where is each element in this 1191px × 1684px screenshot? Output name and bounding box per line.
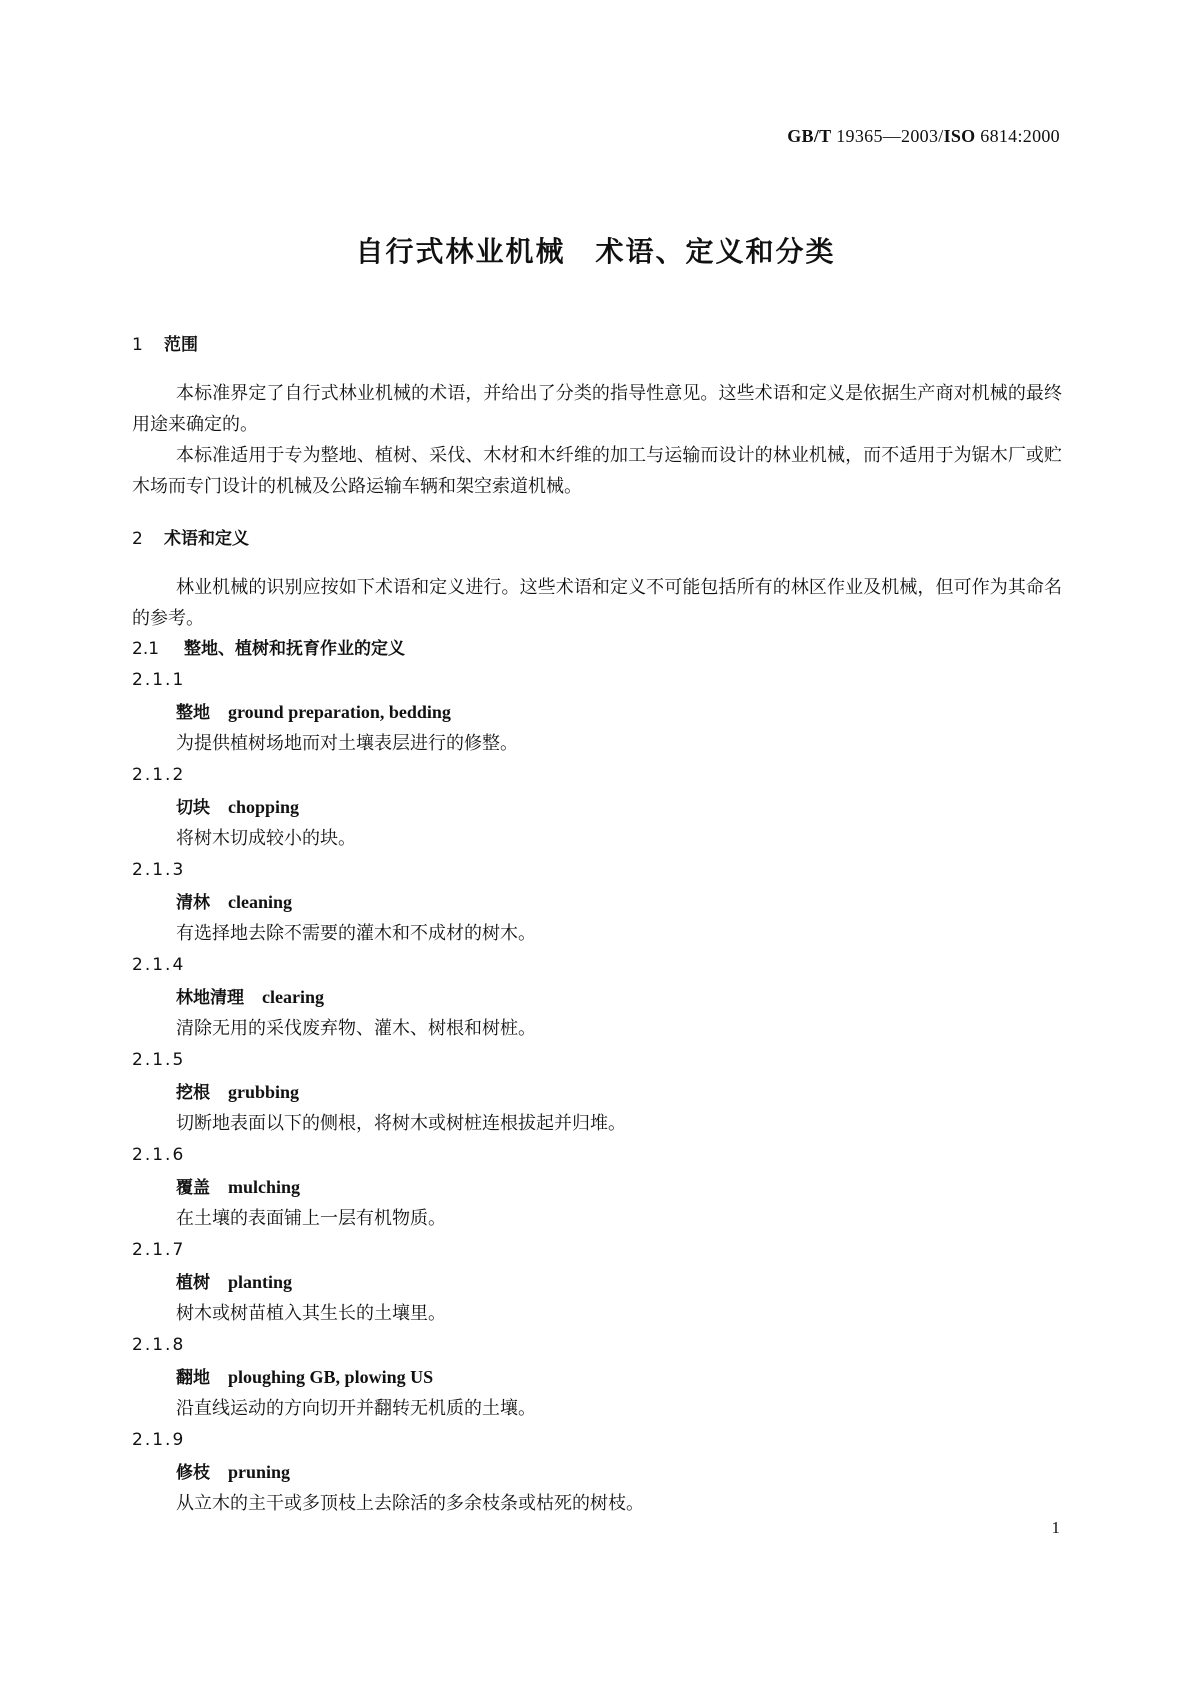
term-english: planting xyxy=(228,1272,293,1292)
term-definition: 树木或树苗植入其生长的土壤里。 xyxy=(176,1303,446,1324)
standard-code: GB/T 19365—2003/ISO 6814:2000 xyxy=(787,126,1060,146)
term-entry xyxy=(132,1139,1062,1234)
term-definition: 清除无用的采伐废弃物、灌木、树根和树桩。 xyxy=(176,1018,536,1039)
term-number: 2.1.9 xyxy=(132,1430,186,1450)
section-title: 术语和定义 xyxy=(164,529,249,549)
term-entry xyxy=(132,1044,1062,1139)
term-name xyxy=(132,696,1062,728)
term-chinese: 植树 xyxy=(176,1273,210,1293)
term-english: ground preparation, bedding xyxy=(228,702,451,722)
term-name xyxy=(132,791,1062,823)
page-number: 1 xyxy=(1051,1518,1060,1537)
term-definition: 切断地表面以下的侧根，将树木或树桩连根拔起并归堆。 xyxy=(176,1113,626,1134)
section-number: 1 xyxy=(132,335,143,355)
term-name xyxy=(132,1076,1062,1108)
term-number: 2.1.2 xyxy=(132,765,186,785)
term-entry xyxy=(132,949,1062,1044)
term-definition: 有选择地去除不需要的灌木和不成材的树木。 xyxy=(176,923,536,944)
term-name xyxy=(132,1171,1062,1203)
term-chinese: 翻地 xyxy=(176,1368,210,1388)
terms-intro-paragraph: 林业机械的识别应按如下术语和定义进行。这些术语和定义不可能包括所有的林区作业及机械，但可作为其命名的参考。 xyxy=(132,577,1062,629)
document-title: 自行式林业机械 术语、定义和分类 xyxy=(355,235,836,268)
term-name xyxy=(132,886,1062,918)
term-english: clearing xyxy=(262,987,324,1007)
term-english: ploughing GB, plowing US xyxy=(228,1367,434,1387)
term-english: mulching xyxy=(228,1177,301,1197)
section-1-heading xyxy=(132,330,1062,360)
term-chinese: 挖根 xyxy=(176,1083,210,1103)
term-definition: 将树木切成较小的块。 xyxy=(176,828,356,849)
term-chinese: 修枝 xyxy=(176,1463,210,1483)
section-2-1-heading xyxy=(132,634,1062,664)
term-chinese: 整地 xyxy=(176,703,210,723)
term-chinese: 切块 xyxy=(176,798,210,818)
section-title: 整地、植树和抚育作业的定义 xyxy=(184,639,405,659)
term-definition: 沿直线运动的方向切开并翻转无机质的土壤。 xyxy=(176,1398,536,1419)
scope-paragraph-2: 本标准适用于专为整地、植树、采伐、木材和木纤维的加工与运输而设计的林业机械，而不适用于为锯木厂或贮木场而专门设计的机械及公路运输车辆和架空索道机械。 xyxy=(132,445,1062,497)
term-chinese: 林地清理 xyxy=(176,988,244,1008)
section-2-heading xyxy=(132,524,1062,554)
term-number: 2.1.6 xyxy=(132,1145,186,1165)
term-english: pruning xyxy=(228,1462,291,1482)
term-definition: 在土壤的表面铺上一层有机物质。 xyxy=(176,1208,446,1229)
term-entry xyxy=(132,1329,1062,1424)
term-entry xyxy=(132,1424,1062,1519)
term-list xyxy=(132,664,1062,1519)
term-english: chopping xyxy=(228,797,300,817)
section-number: 2.1 xyxy=(132,639,160,659)
term-number: 2.1.5 xyxy=(132,1050,186,1070)
term-definition: 为提供植树场地而对土壤表层进行的修整。 xyxy=(176,733,518,754)
term-name xyxy=(132,1456,1062,1488)
term-number: 2.1.3 xyxy=(132,860,186,880)
term-entry xyxy=(132,664,1062,759)
term-number: 2.1.1 xyxy=(132,670,186,690)
term-chinese: 清林 xyxy=(176,893,210,913)
term-number: 2.1.7 xyxy=(132,1240,186,1260)
section-number: 2 xyxy=(132,529,143,549)
term-number: 2.1.8 xyxy=(132,1335,186,1355)
term-name xyxy=(132,1266,1062,1298)
section-title: 范围 xyxy=(164,335,198,355)
term-name xyxy=(132,981,1062,1013)
term-name xyxy=(132,1361,1062,1393)
scope-paragraph-1: 本标准界定了自行式林业机械的术语，并给出了分类的指导性意见。这些术语和定义是依据生产商对机械的最终用途来确定的。 xyxy=(132,383,1062,435)
term-english: grubbing xyxy=(228,1082,300,1102)
term-english: cleaning xyxy=(228,892,293,912)
document-body xyxy=(132,330,1062,1519)
term-chinese: 覆盖 xyxy=(176,1178,210,1198)
term-entry xyxy=(132,854,1062,949)
term-definition: 从立木的主干或多顶枝上去除活的多余枝条或枯死的树枝。 xyxy=(176,1493,644,1514)
term-entry xyxy=(132,759,1062,854)
term-entry xyxy=(132,1234,1062,1329)
term-number: 2.1.4 xyxy=(132,955,186,975)
